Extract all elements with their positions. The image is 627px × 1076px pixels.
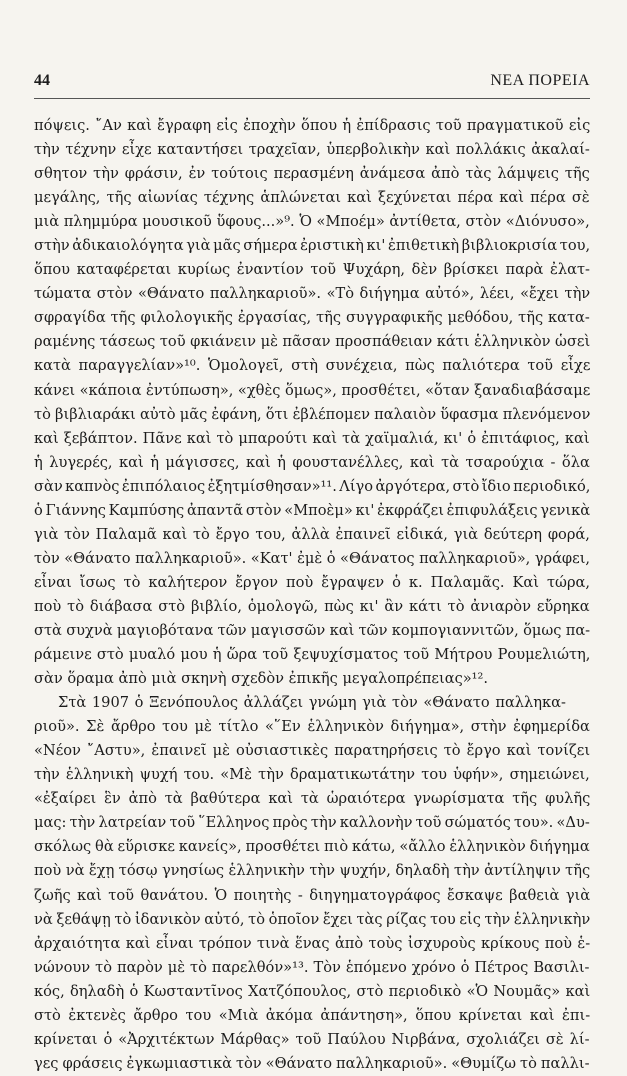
- text-line: μας: τὴν λατρείαν τοῦ ῞Ελληνος πρὸς τὴν καλλονὴν τοῦ σώματός του». «Δυ-: [34, 814, 590, 832]
- text-line: εἶναι ἴσως τὸ καλήτερον ἔργον ποὺ ἔγραψεν ὁ κ. Παλαμᾶς. Καὶ τώρα,: [34, 573, 590, 591]
- text-line: τὸν «Θάνατο παλληκαριοῦ». «Κατ' ἐμὲ ὁ «Θάνατος παλληκαριοῦ», γράφει,: [34, 549, 590, 567]
- text-line: τὴν τέχνην εἶχε καταντήσει τραχεῖαν, ὑπερβολικὴν καὶ πολλάκις ἀκαλαί-: [34, 141, 590, 159]
- page-header: [34, 72, 590, 92]
- text-line: μιὰ πλημμύρα μουσικοῦ ὕφους...»⁹. Ὁ «Μποέμ» ἀντίθετα, στὸν «Διόνυσο»,: [34, 213, 590, 231]
- text-line: νὰ ξεθάψῃ τὸ ἰδανικὸν αὐτό, τὸ ὁποῖον ἔχει τὰς ρίζας του εἰς τὴν ἑλληνικὴν: [34, 910, 590, 928]
- text-line: ριοῦ». Σὲ ἄρθρο του μὲ τίτλο «῞Εν ἑλληνικὸν διήγημα», στὴν ἐφημερίδα: [34, 718, 590, 736]
- text-line: στὸ ἐκτενὲς ἄρθρο του «Μιὰ ἀκόμα ἀπάντηση», ὅπου κρίνεται καὶ ἐπι-: [34, 1006, 590, 1024]
- text-line: γες φράσεις ἐγκωμιαστικὰ τὸν «Θάνατο παλληκαριοῦ». «Θυμίζω τὸ παλλι-: [34, 1054, 590, 1072]
- text-line: ζωῆς καὶ τοῦ θανάτου. Ὁ ποιητὴς - διηγηματογράφος ἔσκαψε βαθειὰ γιὰ: [34, 886, 590, 904]
- text-line: σὰν καπνὸς ἐπιπόλαιος ἐξητμίσθησαν»¹¹. Λίγο ἀργότερα, στὸ ἴδιο περιοδικό,: [34, 477, 590, 495]
- text-line: ἡ λυγερές, καὶ ἡ μάγισσες, καὶ ἡ φουστανέλλες, καὶ τὰ τσαρούχια - ὅλα: [34, 453, 590, 471]
- text-line: «ἐξαίρει ἓν ἀπὸ τὰ βαθύτερα καὶ τὰ ὡραιότερα γνωρίσματα τῆς φυλῆς: [34, 790, 590, 808]
- page-number: 44: [34, 72, 50, 89]
- text-line: ποὺ νὰ ἔχῃ τόσῳ γνησίως ἑλληνικὴν τὴν ψυχήν, δηλαδὴ τὴν ἀντίληψιν τῆς: [34, 862, 590, 880]
- text-line: πόψεις. ῎Αν καὶ ἔγραφη εἰς ἐποχὴν ὅπου ἡ ἐπίδρασις τοῦ πραγματικοῦ εἰς: [34, 117, 590, 134]
- text-line: τὴν ἑλληνικὴ ψυχή του. «Μὲ τὴν δραματικωτάτην του ὑφήν», σημειώνει,: [34, 766, 590, 784]
- text-line: ἀρχαιότητα καὶ εἶναι τρόπον τινὰ ἕνας ἀπὸ τοὺς ἰσχυροὺς κρίκους ποὺ ἑ-: [34, 934, 590, 952]
- text-line: ράμεινε στὸ μυαλό μου ἡ ὥρα τοῦ ξεψυχίσματος τοῦ Μήτρου Ρουμελιώτη,: [34, 646, 590, 664]
- text-line: στὰ συχνὰ μαγιοβότανα τῶν μαγισσῶν καὶ τῶν κομπογιαννιτῶν, ὅμως πα-: [34, 621, 590, 639]
- text-line: σκόλως θὰ εὕρισκε κανείς», προσθέτει πιὸ κάτω, «ἄλλο ἑλληνικὸν διήγημα: [34, 838, 590, 856]
- header-rule: [34, 98, 590, 99]
- text-line: σθητον τὴν φράσιν, ἐν τούτοις περασμένη ἀνάμεσα ἀπὸ τὰς λάμψεις τῆς: [34, 165, 590, 183]
- text-line: στὴν ἀδικαιολόγητα γιὰ μᾶς σήμερα ἐριστικὴ κι' ἐπιθετικὴ βιβλιοκρισία του,: [34, 237, 590, 255]
- text-line: κρίνεται ὁ «Ἀρχιτέκτων Μάρθας» τοῦ Παύλου Νιρβάνα, σχολιάζει σὲ λί-: [34, 1030, 590, 1048]
- text-line: κατὰ παραγγελίαν»¹⁰. Ὁμολογεῖ, στὴ συνέχεια, πὼς παλιότερα τοῦ εἶχε: [34, 357, 590, 375]
- body-text: [34, 114, 590, 1076]
- text-line: σφραγίδα τῆς φιλολογικῆς ἐργασίας, τῆς συγγραφικῆς μεθόδου, τῆς κατα-: [34, 309, 590, 327]
- text-line: κάνει «κάποια ἐντύπωση», «χθὲς ὅμως», προσθέτει, «ὅταν ξαναδιαβάσαμε: [34, 381, 590, 399]
- text-line: καὶ ξεβάπτον. Πᾶνε καὶ τὸ μπαρούτι καὶ τὰ χαϊμαλιά, κι' ὁ ἐπιτάφιος, καὶ: [34, 429, 590, 447]
- text-line: ραμένης τάσεως τοῦ φκιάνειν μὲ πᾶσαν προσπάθειαν κάτι ἑλληνικὸν ὡσεὶ: [34, 333, 590, 351]
- text-line: ὁ Γιάννης Καμπύσης ἀπαντᾶ στὸν «Μποὲμ» κι' ἐκφράζει ἐπιφυλάξεις γενικὰ: [34, 501, 590, 519]
- text-line: τὸ βιβλιαράκι αὐτὸ μᾶς ἐφάνη, ὅτι ἐβλέπομεν παλαιὸν ὕφασμα πλενόμενον: [34, 405, 590, 423]
- text-line: γιὰ τὸν Παλαμᾶ καὶ τὸ ἔργο του, ἀλλὰ ἐπαινεῖ εἰδικά, γιὰ δεύτερη φορά,: [34, 525, 590, 543]
- text-line: κός, δηλαδὴ ὁ Κωσταντῖνος Χατζόπουλος, στὸ περιοδικὸ «Ὁ Νουμᾶς» καὶ: [34, 982, 590, 1000]
- text-line: «Νέον ῎Αστυ», ἐπαινεῖ μὲ οὐσιαστικὲς παρατηρήσεις τὸ ἔργο καὶ τονίζει: [34, 742, 590, 760]
- text-line: σὰν ὅραμα ἀπὸ μιὰ σκηνὴ σχεδὸν ἐπικῆς μεγαλοπρέπειας»¹².: [34, 670, 489, 688]
- text-line: νώνουν τὸ παρὸν μὲ τὸ παρελθόν»¹³. Τὸν ἑπόμενο χρόνο ὁ Πέτρος Βασιλι-: [34, 958, 590, 976]
- text-line: ὅπου καταφέρεται κυρίως ἐναντίον τοῦ Ψυχάρη, δὲν βρίσκει παρὰ ἐλατ-: [34, 261, 590, 279]
- text-line: ποὺ τὸ διάβασα στὸ βιβλίο, ὁμολογῶ, πὼς κι' ἂν κάτι τὸ ἀνιαρὸν εὔρηκα: [34, 597, 590, 615]
- text-line: Στὰ 1907 ὁ Ξενόπουλος ἀλλάζει γνώμη γιὰ τὸν «Θάνατο παλληκα-: [58, 694, 566, 712]
- text-line: τώματα στὸν «Θάνατο παλληκαριοῦ». «Τὸ διήγημα αὐτό», λέει, «ἔχει τὴν: [34, 285, 590, 303]
- text-line: μεγάλης, τῆς αἰωνίας τέχνης ἁπλώνεται καὶ ξεχύνεται πέρα καὶ πέρα σὲ: [34, 189, 590, 207]
- running-title: ΝΕΑ ΠΟΡΕΙΑ: [490, 72, 590, 89]
